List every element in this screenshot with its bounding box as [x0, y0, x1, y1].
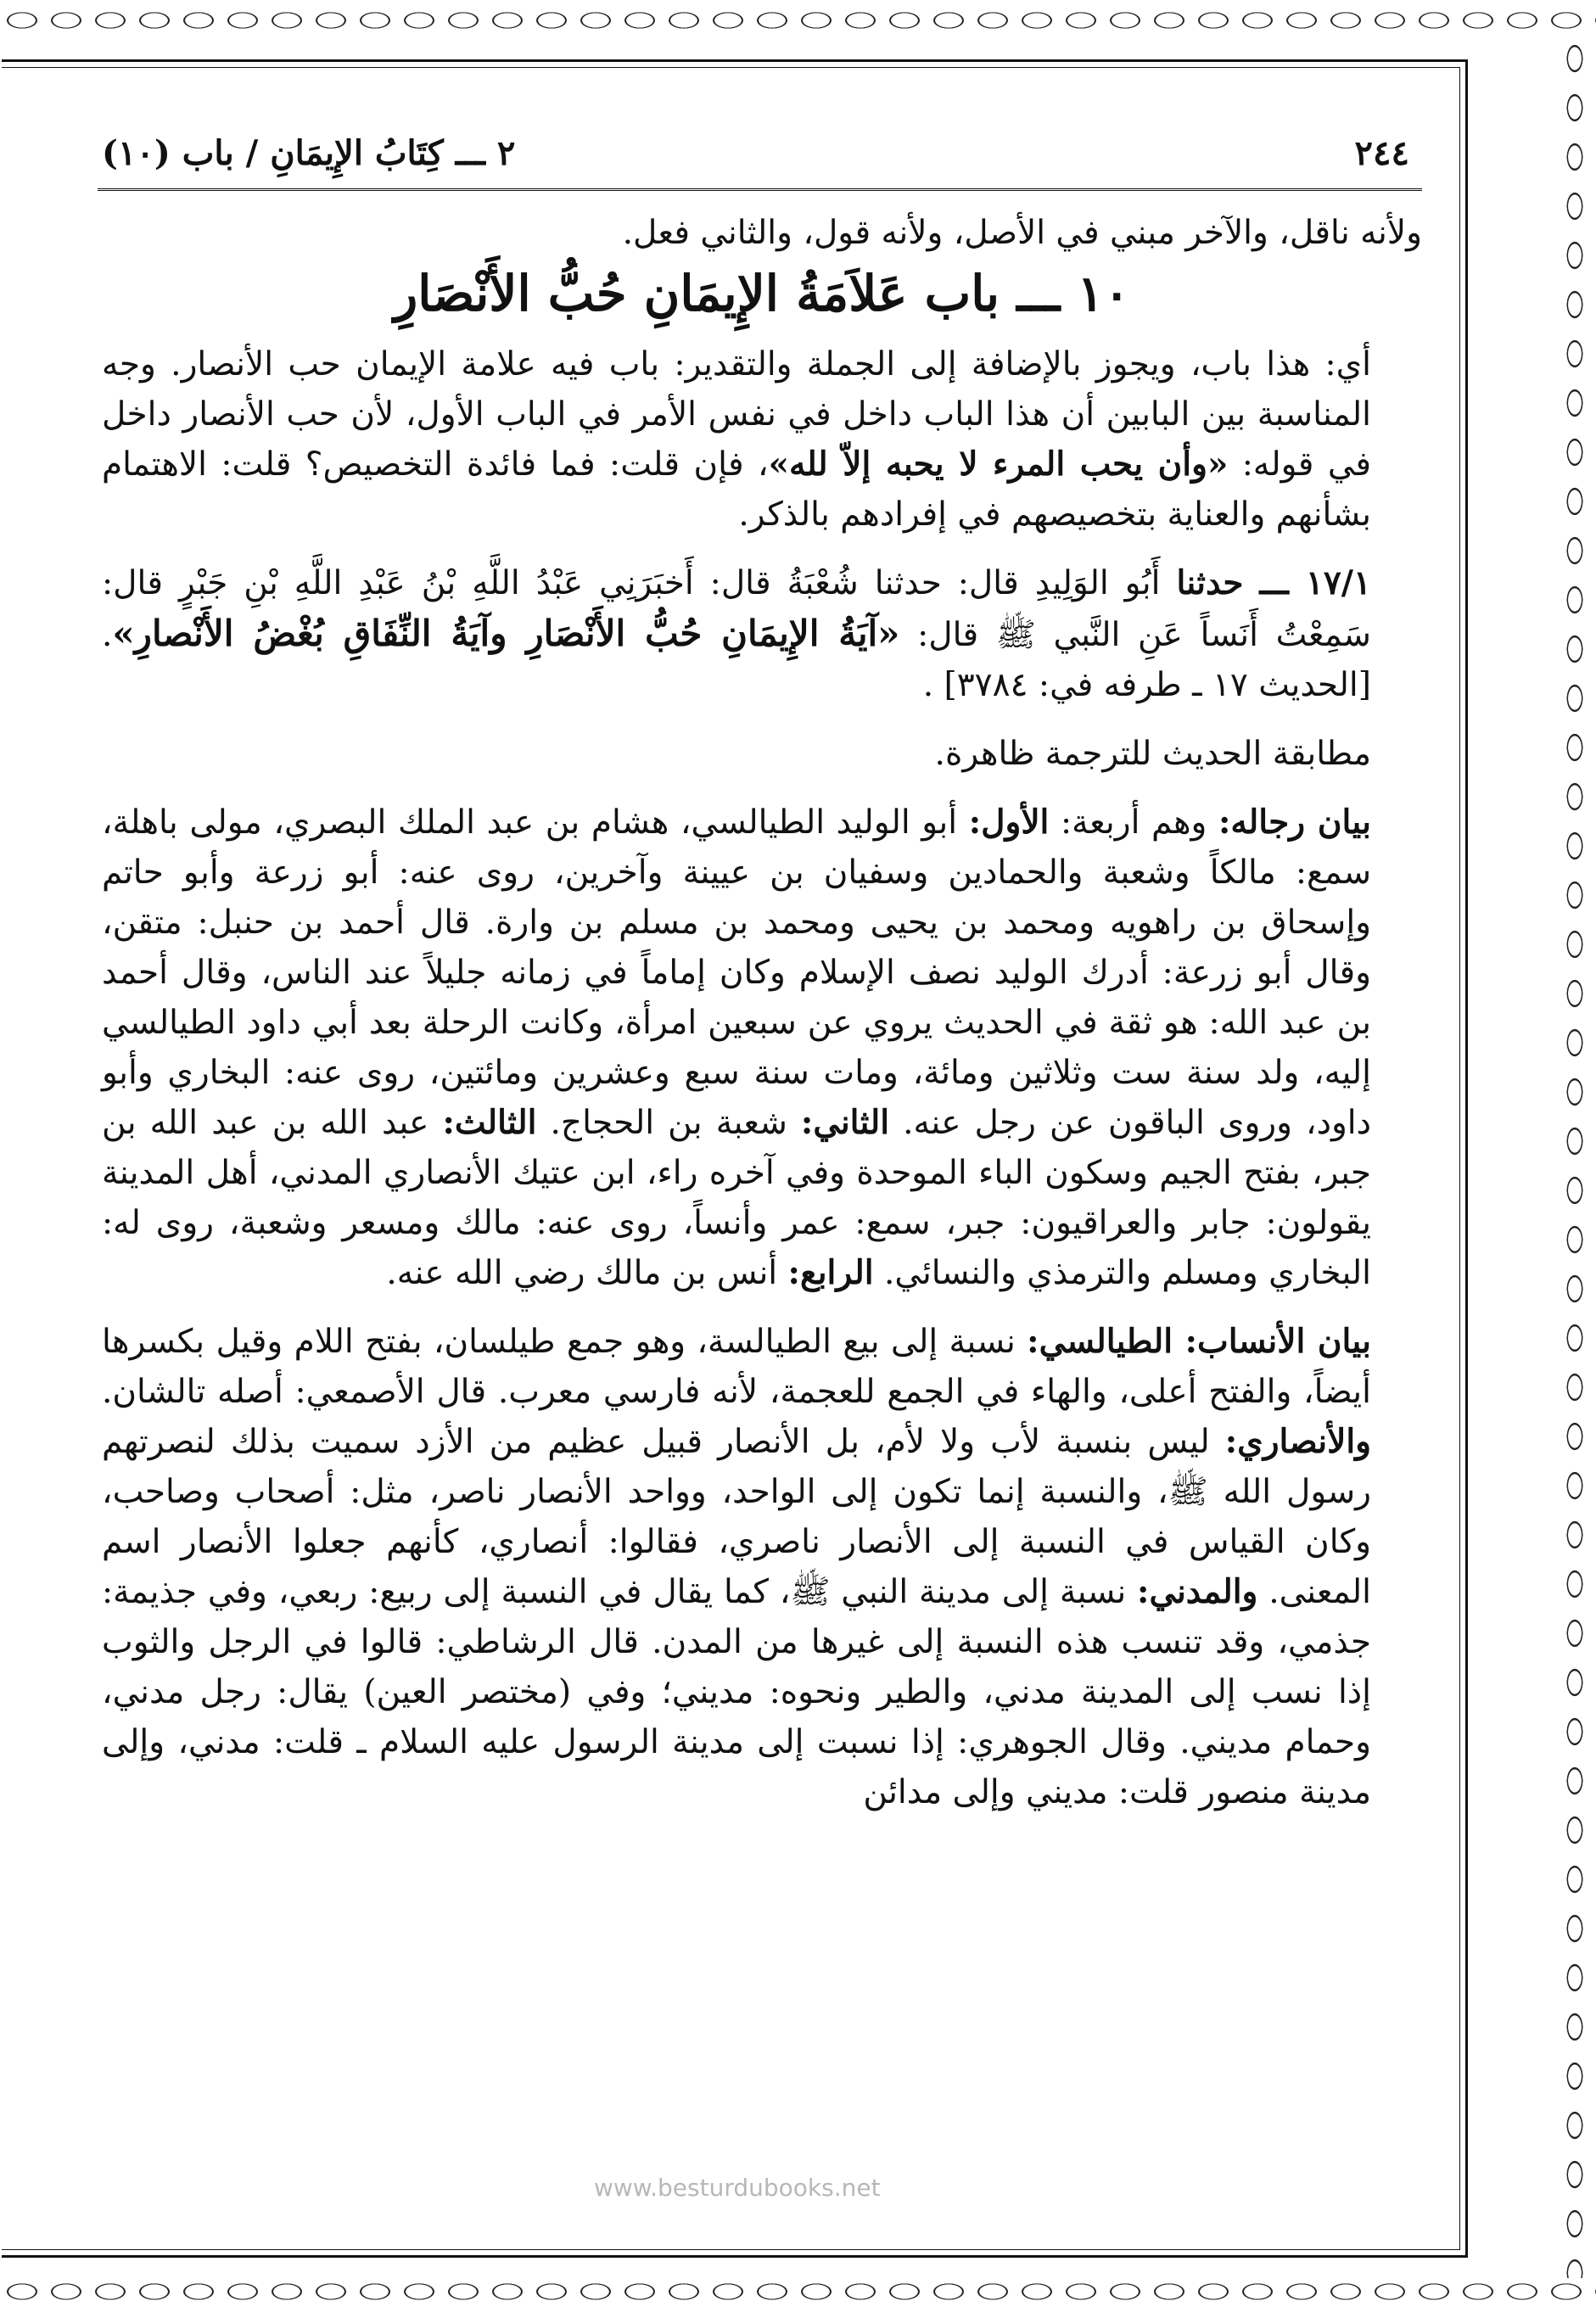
chapter-explanation: [102, 339, 1422, 540]
hadith-block: [102, 558, 1422, 710]
header-rule: [98, 188, 1422, 191]
hadith-text: «آيَةُ الإِيمَانِ حُبُّ الأَنْصَارِ وآيَةُ النِّفَاقِ بُغْضُ الأَنْصارِ»: [112, 613, 900, 654]
page-body: [102, 208, 1422, 1836]
narrator-fourth-label: الرابع:: [787, 1253, 874, 1292]
lineages-text-2: ليس بنسبة لأب ولا لأم، بل الأنصار قبيل عظيم من الأزد سميت بذلك لنصرتهم رسول الله ﷺ، والنسبة إنما تكون إلى الواحد، وواحد الأنصار ناصر، مثل: أصحاب وصاحب، وكان القياس في النسبة إلى الأنصار ناصري، فقالوا: أنصاري، كأنهم جعلوا الأنصار اسم المعنى.: [102, 1423, 1371, 1611]
narrator-second-label: الثاني:: [800, 1103, 890, 1142]
narrators-text-4: عبد الله بن عبد الله بن جبر، بفتح الجيم وسكون الباء الموحدة وفي آخره راء، ابن عتيك الأنصاري المدني، أهل المدينة يقولون: جابر والعراقيون: جبر، سمع: عمر وأنساً، روى عنه: مالك ومسعر وشعبة، روى له: البخاري ومسلم والترمذي والنسائي.: [102, 1104, 1371, 1292]
lineages-heading: بيان الأنساب:: [1184, 1322, 1371, 1361]
lineages-section: [102, 1317, 1422, 1817]
intro-line: ولأنه ناقل، والآخر مبني في الأصل، ولأنه قول، والثاني فعل.: [622, 214, 1422, 252]
narrator-first-label: الأول:: [968, 803, 1050, 842]
hadith-haddathana: حدثنا: [1176, 563, 1244, 602]
narrators-text-3: شعبة بن الحجاج.: [536, 1104, 801, 1142]
explanation-part-1: أي: هذا باب، ويجوز بالإضافة إلى الجملة والتقدير: باب فيه علامة الإيمان حب الأنصار. وجه المناسبة بين البابين أن هذا الباب داخل في نفس الأمر في الباب الأول، لأن حب الأنصار داخل في قوله:: [102, 345, 1371, 484]
running-title: ٢ ـــ كِتَابُ الإِيمَانِ / باب (١٠): [102, 132, 516, 173]
hadith-chain: أَبُو الوَلِيدِ قال: حدثنا شُعْبَةُ قال: أَخبَرَنِي عَبْدُ اللَّهِ بْنُ عَبْدِ اللَّهِ بْنِ جَبْرٍ قال: سَمِعْتُ أَنَساً عَنِ النَّبي ﷺ قال:: [102, 564, 1371, 654]
decorative-border-right: [1554, 34, 1596, 2278]
lineages-text-3: نسبة إلى مدينة النبي ﷺ، كما يقال في النسبة إلى ربيع: ربعي، وفي جذيمة: جذمي، وقد تنسب هذه النسبة إلى غيرها من المدن. قال الرشاطي: قالوا في الرجل والثوب إذا نسب إلى المدينة مدني، والطير ونحوه: مديني؛ وفي (مختصر العين) يقال: رجل مدني، وحمام مديني. وقال الجوهري: إذا نسبت إلى مدينة الرسول عليه السلام ـ قلت: مدني، وإلى مدينة منصور قلت: مديني وإلى مدائن: [102, 1573, 1371, 1811]
narrators-text-2: أبو الوليد الطيالسي، هشام بن عبد الملك البصري، مولى باهلة، سمع: مالكاً وشعبة والحمادين وسفيان بن عيينة وآخرين، روى عنه: أبو زرعة وأبو حاتم وإسحاق بن راهويه ومحمد بن يحيى ومحمد بن مسلم بن وارة. قال أحمد بن حنبل: متقن، وقال أبو زرعة: أدرك الوليد نصف الإسلام وكان إماماً في زمانه جليلاً عند الناس، وقال أحمد بن عبد الله: هو ثقة في الحديث يروي عن سبعين امرأة، وكانت الرحلة بعد أبي داود الطيالسي إليه، ولد سنة ست وثلاثين ومائة، ومات سنة سبع وعشرين ومائتين، روى عنه: البخاري وأبو داود، وروى الباقون عن رجل عنه.: [102, 803, 1371, 1142]
decorative-border-top: [0, 0, 1596, 41]
page-number: ٢٤٤: [1354, 132, 1409, 173]
narrators-section: [102, 798, 1422, 1298]
narrators-text-1: وهم أربعة:: [1049, 803, 1219, 842]
lineages-text-1: نسبة إلى بيع الطيالسة، وهو جمع طيلسان، بفتح اللام وقيل بكسرها أيضاً، والفتح أعلى، والهاء في الجمع للعجمة، لأنه فارسي معرب. قال الأصمعي: أصله تالشان.: [102, 1323, 1371, 1411]
page-header: [102, 127, 1409, 178]
narrator-third-label: الثالث:: [442, 1103, 537, 1142]
chapter-title: ١٠ ـــ باب عَلاَمَةُ الإِيمَانِ حُبُّ الأَنْصَارِ: [394, 265, 1130, 322]
lineage-ansari-label: والأنصاري:: [1224, 1422, 1371, 1461]
hadith-number: ١٧/١ ـــ: [1259, 563, 1371, 602]
site-watermark: www.besturdubooks.net: [594, 2174, 881, 2202]
narrators-heading: بيان رجاله:: [1218, 803, 1371, 842]
lineage-tayalisi-label: الطيالسي:: [1027, 1322, 1185, 1361]
lineage-madani-label: والمدني:: [1137, 1572, 1258, 1611]
correspondence-note: مطابقة الحديث للترجمة ظاهرة.: [934, 735, 1371, 773]
hadith-reference: . [الحديث ١٧ ـ طرفه في: ٣٧٨٤] .: [102, 616, 1371, 704]
narrators-text-5: أنس بن مالك رضي الله عنه.: [386, 1254, 788, 1292]
explanation-part-2: ، فإن قلت: فما فائدة التخصيص؟ قلت: الاهتمام بشأنهم والعناية بتخصيصهم في إفرادهم بالذكر.: [102, 445, 1371, 534]
explanation-quote: «وأن يحب المرء لا يحبه إلاّ لله»: [768, 445, 1229, 484]
decorative-border-bottom: [0, 2271, 1596, 2312]
